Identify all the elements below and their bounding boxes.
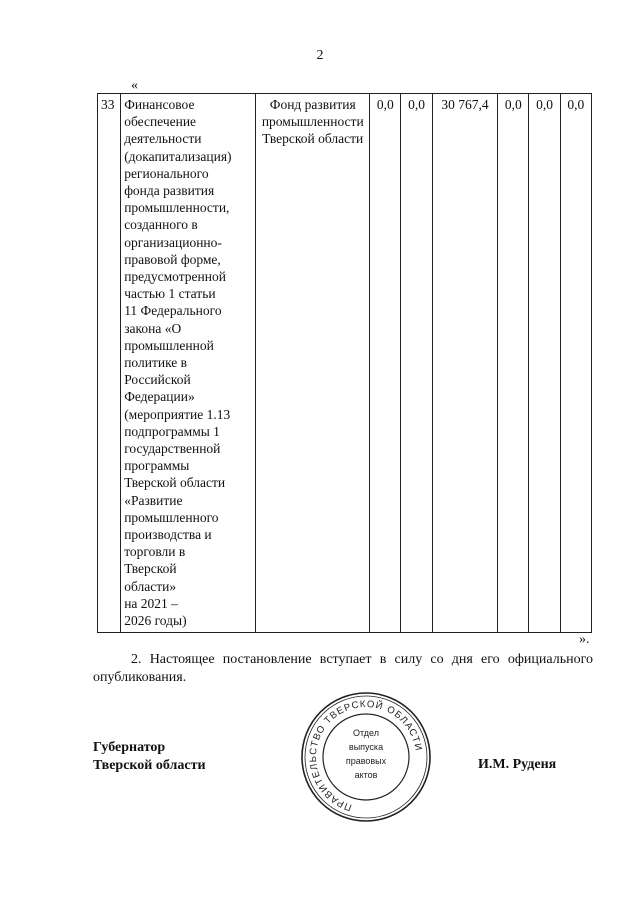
description-line: организационно- <box>124 234 222 250</box>
row-executor <box>256 94 370 633</box>
value-cell: 30 767,4 <box>432 94 498 633</box>
description-line: промышленности, <box>124 200 230 216</box>
description-line: закона «О <box>124 320 182 336</box>
description-line: «Развитие <box>124 492 183 508</box>
description-line: промышленного <box>124 509 219 525</box>
seal-center-line: Отдел <box>352 728 380 738</box>
description-line: области» <box>124 578 177 594</box>
description-line: деятельности <box>124 131 202 147</box>
description-line: государственной <box>124 441 221 457</box>
description-line: на 2021 – <box>124 595 178 611</box>
description-line: созданного в <box>124 217 198 233</box>
description-line: Финансовое <box>124 97 195 112</box>
description-line: (докапитализация) <box>124 148 232 164</box>
table-row <box>98 94 592 633</box>
value-cell: 0,0 <box>498 94 529 633</box>
seal-center-line: правовых <box>345 756 387 766</box>
official-seal <box>299 690 433 824</box>
signer-title <box>93 739 206 775</box>
seal-center-line: актов <box>354 770 378 780</box>
effective-date-paragraph: 2. Настоящее постановление вступает в силу со дня его официального опубликования. <box>93 652 593 685</box>
description-line: программы <box>124 458 190 474</box>
description-line: Тверской <box>124 561 177 577</box>
description-line: (мероприятие 1.13 <box>124 406 231 422</box>
signer-title-line: Тверской области <box>93 758 206 773</box>
value-cell: 0,0 <box>370 94 401 633</box>
description-line: 11 Федерального <box>124 303 222 319</box>
description-line: промышленной <box>124 337 214 353</box>
executor-line: Фонд развития <box>269 97 356 112</box>
description-line: Федерации» <box>124 389 195 405</box>
value-cell: 0,0 <box>560 94 591 633</box>
description-line: Тверской области <box>124 475 226 491</box>
description-line: политике в <box>124 355 188 371</box>
opening-quote-mark: « <box>131 78 138 93</box>
seal-ring-text: ПРАВИТЕЛЬСТВО ТВЕРСКОЙ ОБЛАСТИ <box>307 698 424 813</box>
signer-title-line: Губернатор <box>93 740 166 755</box>
description-line: предусмотренной <box>124 269 226 285</box>
executor-line: Тверской области <box>262 131 364 147</box>
closing-quote-mark: ». <box>579 632 590 647</box>
executor-line: промышленности <box>261 114 364 130</box>
description-line: фонда развития <box>124 183 215 199</box>
value-cell: 0,0 <box>529 94 560 633</box>
description-line: правовой форме, <box>124 251 221 267</box>
row-number: 33 <box>98 94 121 633</box>
description-line: регионального <box>124 165 209 181</box>
description-line: торговли в <box>124 544 186 560</box>
row-description <box>121 94 256 633</box>
description-line: Российской <box>124 372 191 388</box>
signer-name: И.М. Руденя <box>478 757 557 772</box>
value-cell: 0,0 <box>401 94 432 633</box>
description-line: обеспечение <box>124 114 197 130</box>
program-table <box>97 93 592 633</box>
description-line: частью 1 статьи <box>124 286 216 302</box>
description-line: 2026 годы) <box>124 613 187 629</box>
seal-center-line: выпуска <box>348 742 384 752</box>
description-line: подпрограммы 1 <box>124 423 220 439</box>
page-number: 2 <box>316 48 324 63</box>
description-line: производства и <box>124 527 212 543</box>
